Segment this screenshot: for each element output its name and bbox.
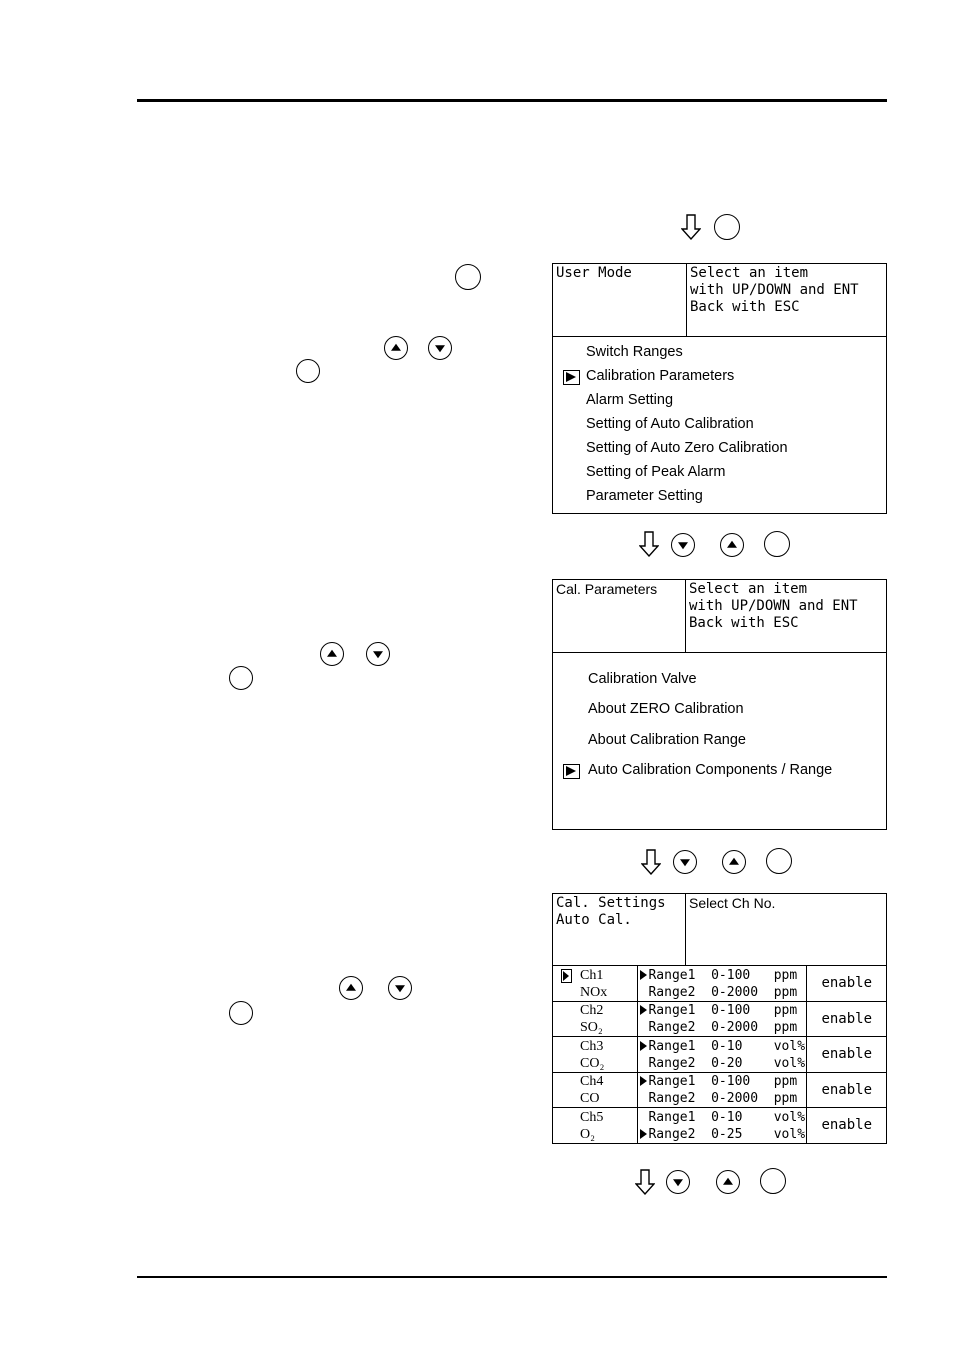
status-cell[interactable]: enable bbox=[807, 1073, 887, 1108]
range-line[interactable]: Range1 0-100 ppm bbox=[638, 1002, 806, 1019]
range-line[interactable]: Range2 0-20 vol% bbox=[648, 1055, 806, 1071]
up-key-icon bbox=[722, 850, 746, 874]
down-arrow-icon bbox=[641, 849, 661, 875]
menu-item-auto-zero-calibration[interactable]: Setting of Auto Zero Calibration bbox=[586, 440, 788, 456]
channel-number: Ch3 bbox=[580, 1038, 604, 1054]
range-line[interactable]: Range2 0-2000 ppm bbox=[648, 984, 798, 1000]
down-key-icon bbox=[673, 850, 697, 874]
channel-number: Ch4 bbox=[580, 1074, 604, 1089]
ent-key-icon bbox=[296, 359, 320, 383]
channel-number: Ch1 bbox=[580, 967, 604, 983]
range-cell bbox=[638, 966, 807, 1002]
down-key-icon bbox=[388, 976, 412, 1000]
ent-key-icon bbox=[760, 1168, 786, 1194]
ent-key-icon bbox=[714, 214, 740, 240]
ent-key-icon bbox=[229, 666, 253, 690]
menu-item-peak-alarm[interactable]: Setting of Peak Alarm bbox=[586, 464, 726, 480]
menu-item-switch-ranges[interactable]: Switch Ranges bbox=[586, 344, 683, 360]
ent-key-icon bbox=[455, 264, 481, 290]
down-arrow-icon bbox=[635, 1169, 655, 1195]
screen-title: Cal. Parameters bbox=[556, 581, 658, 597]
channel-gas: NOx bbox=[580, 984, 608, 1000]
menu-item-zero-calibration[interactable]: About ZERO Calibration bbox=[588, 701, 744, 717]
channel-gas: CO₂ bbox=[580, 1055, 605, 1071]
menu-item-calibration-parameters[interactable]: Calibration Parameters bbox=[586, 368, 735, 384]
channel-gas: O₂ bbox=[580, 1126, 595, 1142]
selection-cursor-icon bbox=[561, 969, 572, 983]
screen-message: Select an item with UP/DOWN and ENT Back with ESC bbox=[685, 580, 886, 652]
up-key-icon bbox=[716, 1170, 740, 1194]
channel-gas: CO bbox=[580, 1091, 600, 1106]
down-key-icon bbox=[366, 642, 390, 666]
table-row[interactable] bbox=[553, 1108, 887, 1144]
range-line[interactable]: Range1 0-10 vol% bbox=[648, 1109, 806, 1125]
down-arrow-icon bbox=[681, 214, 701, 240]
cal-settings-screen bbox=[552, 893, 887, 966]
channel-number: Ch5 bbox=[580, 1109, 604, 1125]
screen-message: Select Ch No. bbox=[685, 894, 886, 966]
status-cell[interactable]: enable bbox=[807, 1037, 887, 1073]
selection-cursor-icon bbox=[563, 370, 580, 385]
channel-cell bbox=[553, 1037, 638, 1073]
user-mode-screen bbox=[552, 263, 887, 514]
menu-item-calibration-valve[interactable]: Calibration Valve bbox=[588, 671, 697, 687]
menu-item-calibration-range[interactable]: About Calibration Range bbox=[588, 732, 746, 748]
screen-header bbox=[553, 894, 886, 966]
range-cell bbox=[638, 1108, 807, 1144]
status-cell[interactable]: enable bbox=[807, 1108, 887, 1144]
status-cell[interactable]: enable bbox=[807, 966, 887, 1002]
channel-cell bbox=[553, 966, 638, 1002]
down-arrow-icon bbox=[639, 531, 659, 557]
table-row[interactable] bbox=[553, 1002, 887, 1037]
selection-cursor-icon bbox=[563, 764, 580, 779]
ent-key-icon bbox=[764, 531, 790, 557]
screen-header bbox=[553, 580, 886, 653]
range-cell bbox=[638, 1002, 807, 1037]
menu-item-alarm-setting[interactable]: Alarm Setting bbox=[586, 392, 674, 408]
menu-item-auto-cal-components[interactable]: Auto Calibration Components / Range bbox=[588, 762, 833, 778]
up-key-icon bbox=[320, 642, 344, 666]
channel-gas: SO₂ bbox=[580, 1020, 603, 1035]
screen-message: Select an item with UP/DOWN and ENT Back with ESC bbox=[686, 264, 886, 336]
ent-key-icon bbox=[229, 1001, 253, 1025]
channel-number: Ch2 bbox=[580, 1003, 604, 1018]
screen-title: User Mode bbox=[556, 265, 632, 281]
range-line[interactable]: Range1 0-10 vol% bbox=[638, 1038, 806, 1055]
screen-title: Cal. Settings Auto Cal. bbox=[556, 895, 666, 928]
status-cell[interactable]: enable bbox=[807, 1002, 887, 1037]
range-cell bbox=[638, 1037, 807, 1073]
range-line[interactable]: Range2 0-25 vol% bbox=[638, 1126, 806, 1143]
up-key-icon bbox=[384, 336, 408, 360]
ent-key-icon bbox=[766, 848, 792, 874]
channel-table bbox=[552, 965, 887, 1144]
up-key-icon bbox=[339, 976, 363, 1000]
menu-item-parameter-setting[interactable]: Parameter Setting bbox=[586, 488, 703, 504]
range-cell bbox=[638, 1073, 807, 1108]
table-row[interactable] bbox=[553, 966, 887, 1002]
channel-cell bbox=[553, 1002, 638, 1037]
channel-cell bbox=[553, 1108, 638, 1144]
table-row[interactable] bbox=[553, 1073, 887, 1108]
menu-item-auto-calibration[interactable]: Setting of Auto Calibration bbox=[586, 416, 754, 432]
down-key-icon bbox=[671, 533, 695, 557]
cal-parameters-screen bbox=[552, 579, 887, 830]
range-line[interactable]: Range1 0-100 ppm bbox=[638, 1073, 806, 1090]
channel-cell bbox=[553, 1073, 638, 1108]
header-rule bbox=[137, 99, 887, 102]
range-line[interactable]: Range1 0-100 ppm bbox=[638, 967, 806, 984]
table-row[interactable] bbox=[553, 1037, 887, 1073]
screen-header bbox=[553, 264, 886, 337]
range-line[interactable]: Range2 0-2000 ppm bbox=[648, 1020, 798, 1035]
down-key-icon bbox=[666, 1170, 690, 1194]
range-line[interactable]: Range2 0-2000 ppm bbox=[648, 1091, 798, 1106]
down-key-icon bbox=[428, 336, 452, 360]
footer-rule bbox=[137, 1276, 887, 1278]
up-key-icon bbox=[720, 533, 744, 557]
